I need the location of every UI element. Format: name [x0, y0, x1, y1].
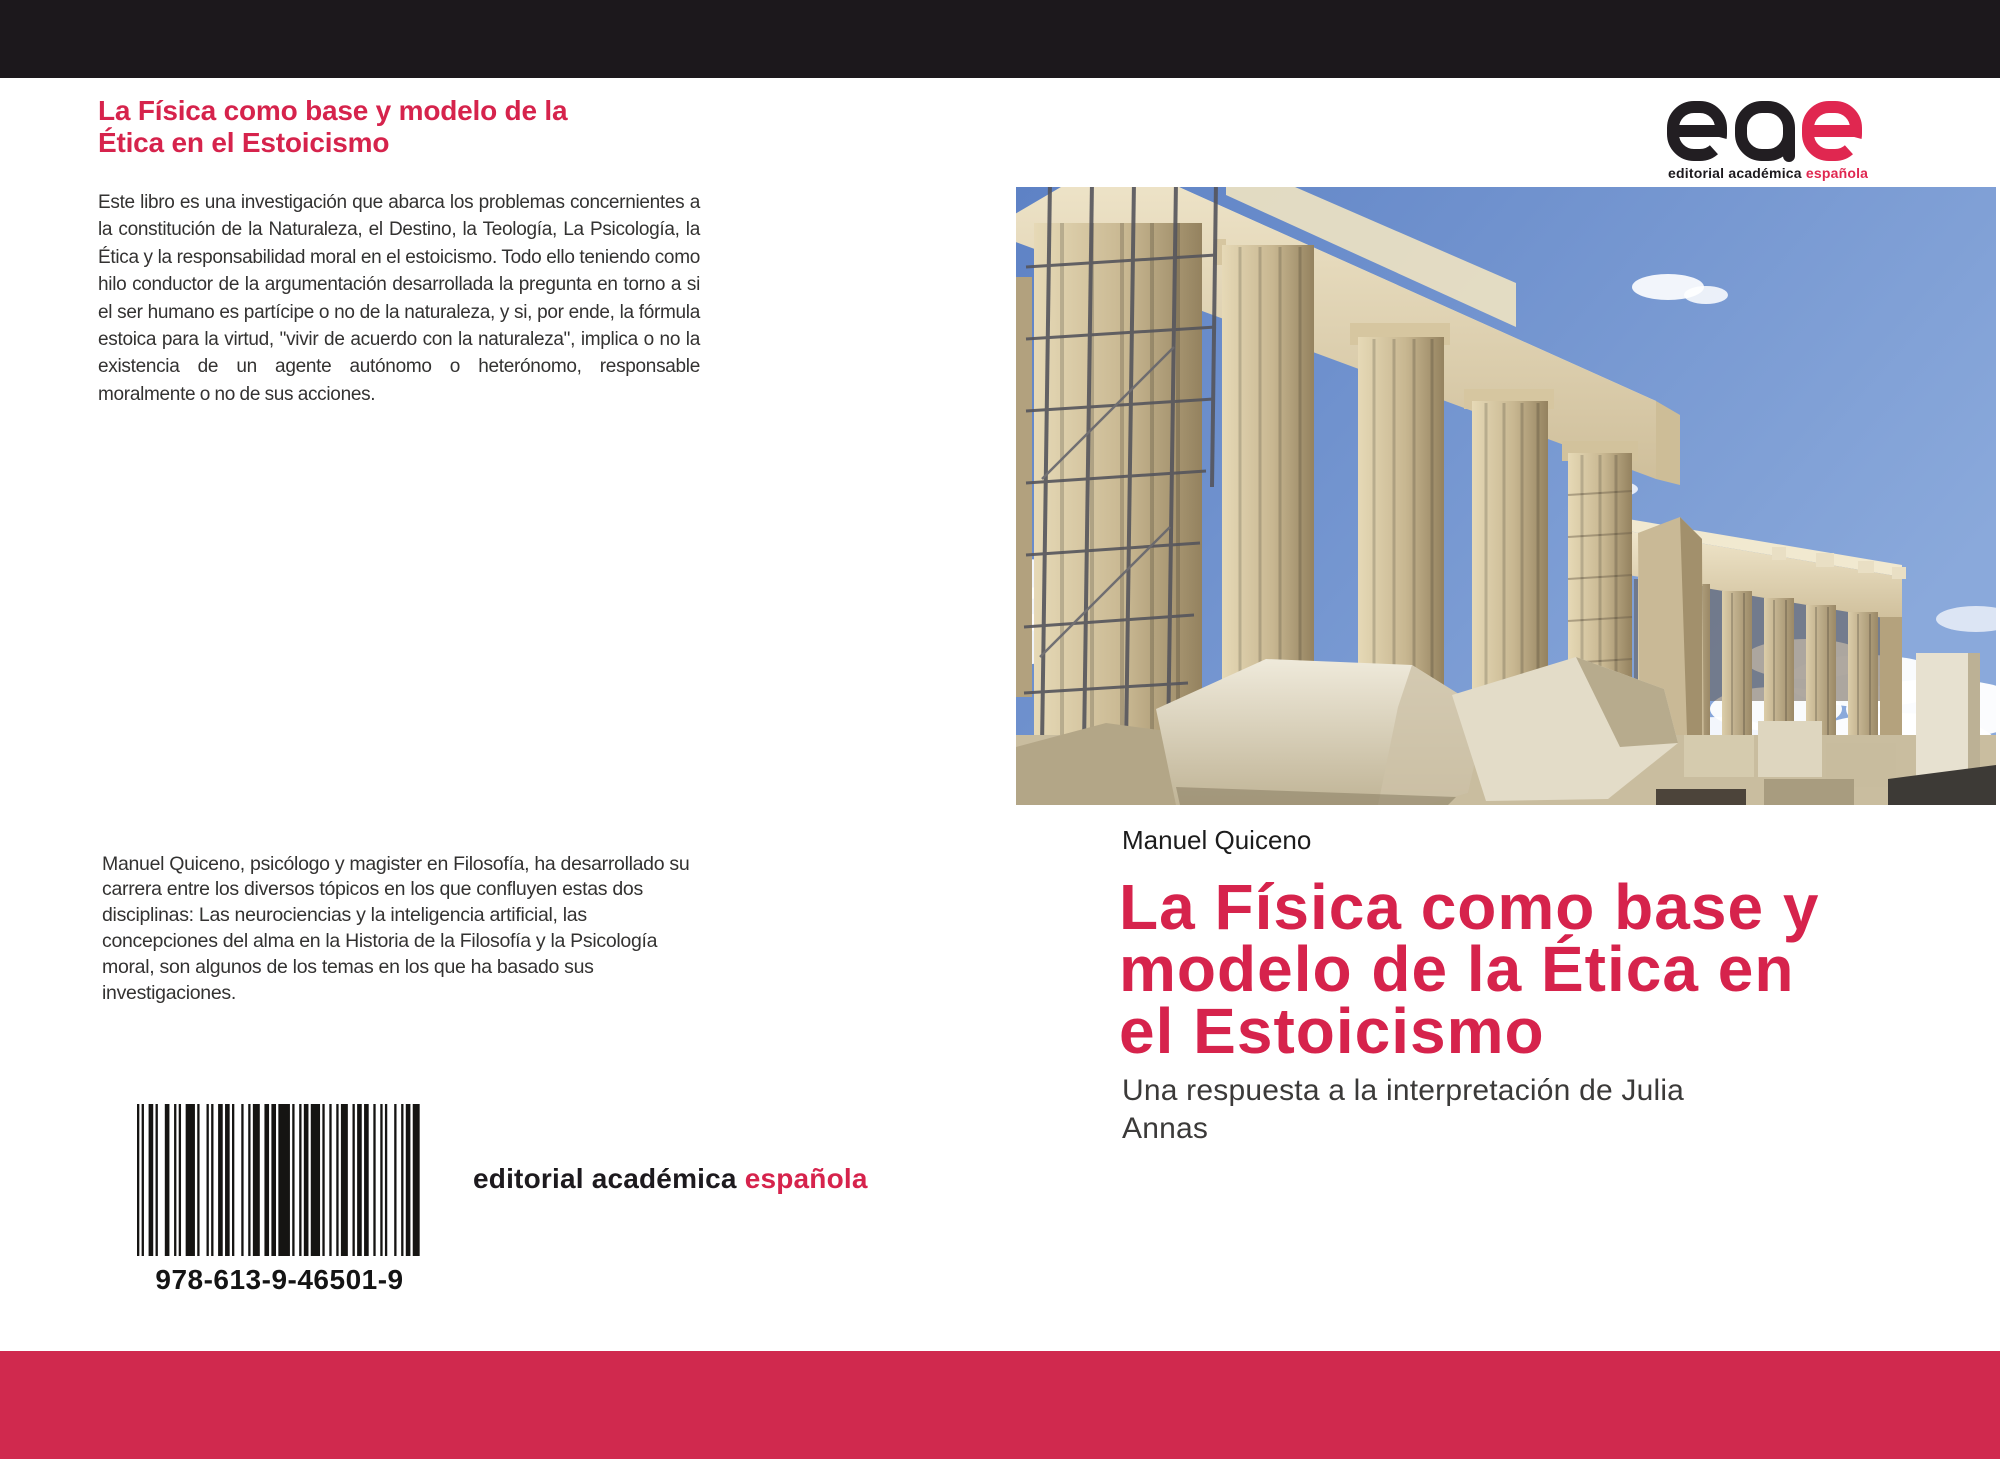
back-title-line-1: La Física como base y modelo de la	[98, 95, 568, 126]
logo-letter-a	[1741, 107, 1789, 156]
front-author-name: Manuel Quiceno	[1122, 825, 1312, 855]
back-title-line-2: Ética en el Estoicismo	[98, 127, 390, 158]
publisher-name-black: editorial académica	[473, 1163, 737, 1194]
logo-tagline-red: española	[1805, 165, 1869, 181]
front-cover-title	[1119, 871, 1820, 1067]
logo-letter-e1	[1673, 107, 1734, 162]
front-subtitle-line-1: Una respuesta a la interpretación de Julia	[1122, 1074, 1685, 1107]
bottom-red-bar	[0, 1351, 2000, 1459]
front-cover-subtitle	[1122, 1072, 1684, 1148]
cover-photo	[1016, 187, 1996, 805]
logo-tagline-black: editorial académica	[1668, 165, 1802, 181]
logo-tagline	[1668, 165, 1884, 181]
front-title-line-2: modelo de la Ética en	[1119, 933, 1795, 1005]
eae-publisher-logo	[1660, 100, 1884, 181]
isbn-number: 978-613-9-46501-9	[155, 1264, 404, 1295]
front-title-line-1: La Física como base y	[1119, 871, 1820, 943]
back-cover-title	[98, 95, 567, 159]
eae-logo-glyphs	[1666, 100, 1876, 162]
barcode-bars	[137, 1104, 422, 1256]
front-subtitle-line-2: Annas	[1122, 1112, 1209, 1145]
publisher-name	[473, 1163, 868, 1195]
logo-letter-e2	[1808, 107, 1869, 162]
parthenon-photo-illustration	[1016, 187, 1996, 805]
back-cover-description: Este libro es una investigación que abarca los problemas concernientes a la constitución de la Naturaleza, el Destino, la Teología, La Psicología, la Ética y la responsabilidad moral en el estoicismo. Todo ello teniendo como hilo conductor de la argumentación desarrollada la pregunta en torno a si el ser humano es partícipe o no de la naturaleza, y si, por ende, la fórmula estoica para la virtud, "vivir de acuerdo con la naturaleza", implica o no la existencia de un agente autónomo o heterónomo, responsable moralmente o no de sus acciones.	[98, 192, 700, 405]
top-black-bar	[0, 0, 2000, 78]
author-bio: Manuel Quiceno, psicólogo y magister en Filosofía, ha desarrollado su carrera entre los diversos tópicos en los que confluyen estas dos disciplinas: Las neurociencias y la inteligencia artificial, las concepciones del alma en la Historia de la Filosofía y la Psicología moral, son algunos de los temas en los que ha basado sus investigaciones.	[102, 852, 690, 1005]
front-title-line-3: el Estoicismo	[1119, 995, 1545, 1067]
barcode-block	[137, 1104, 422, 1296]
publisher-name-red: española	[744, 1163, 868, 1194]
